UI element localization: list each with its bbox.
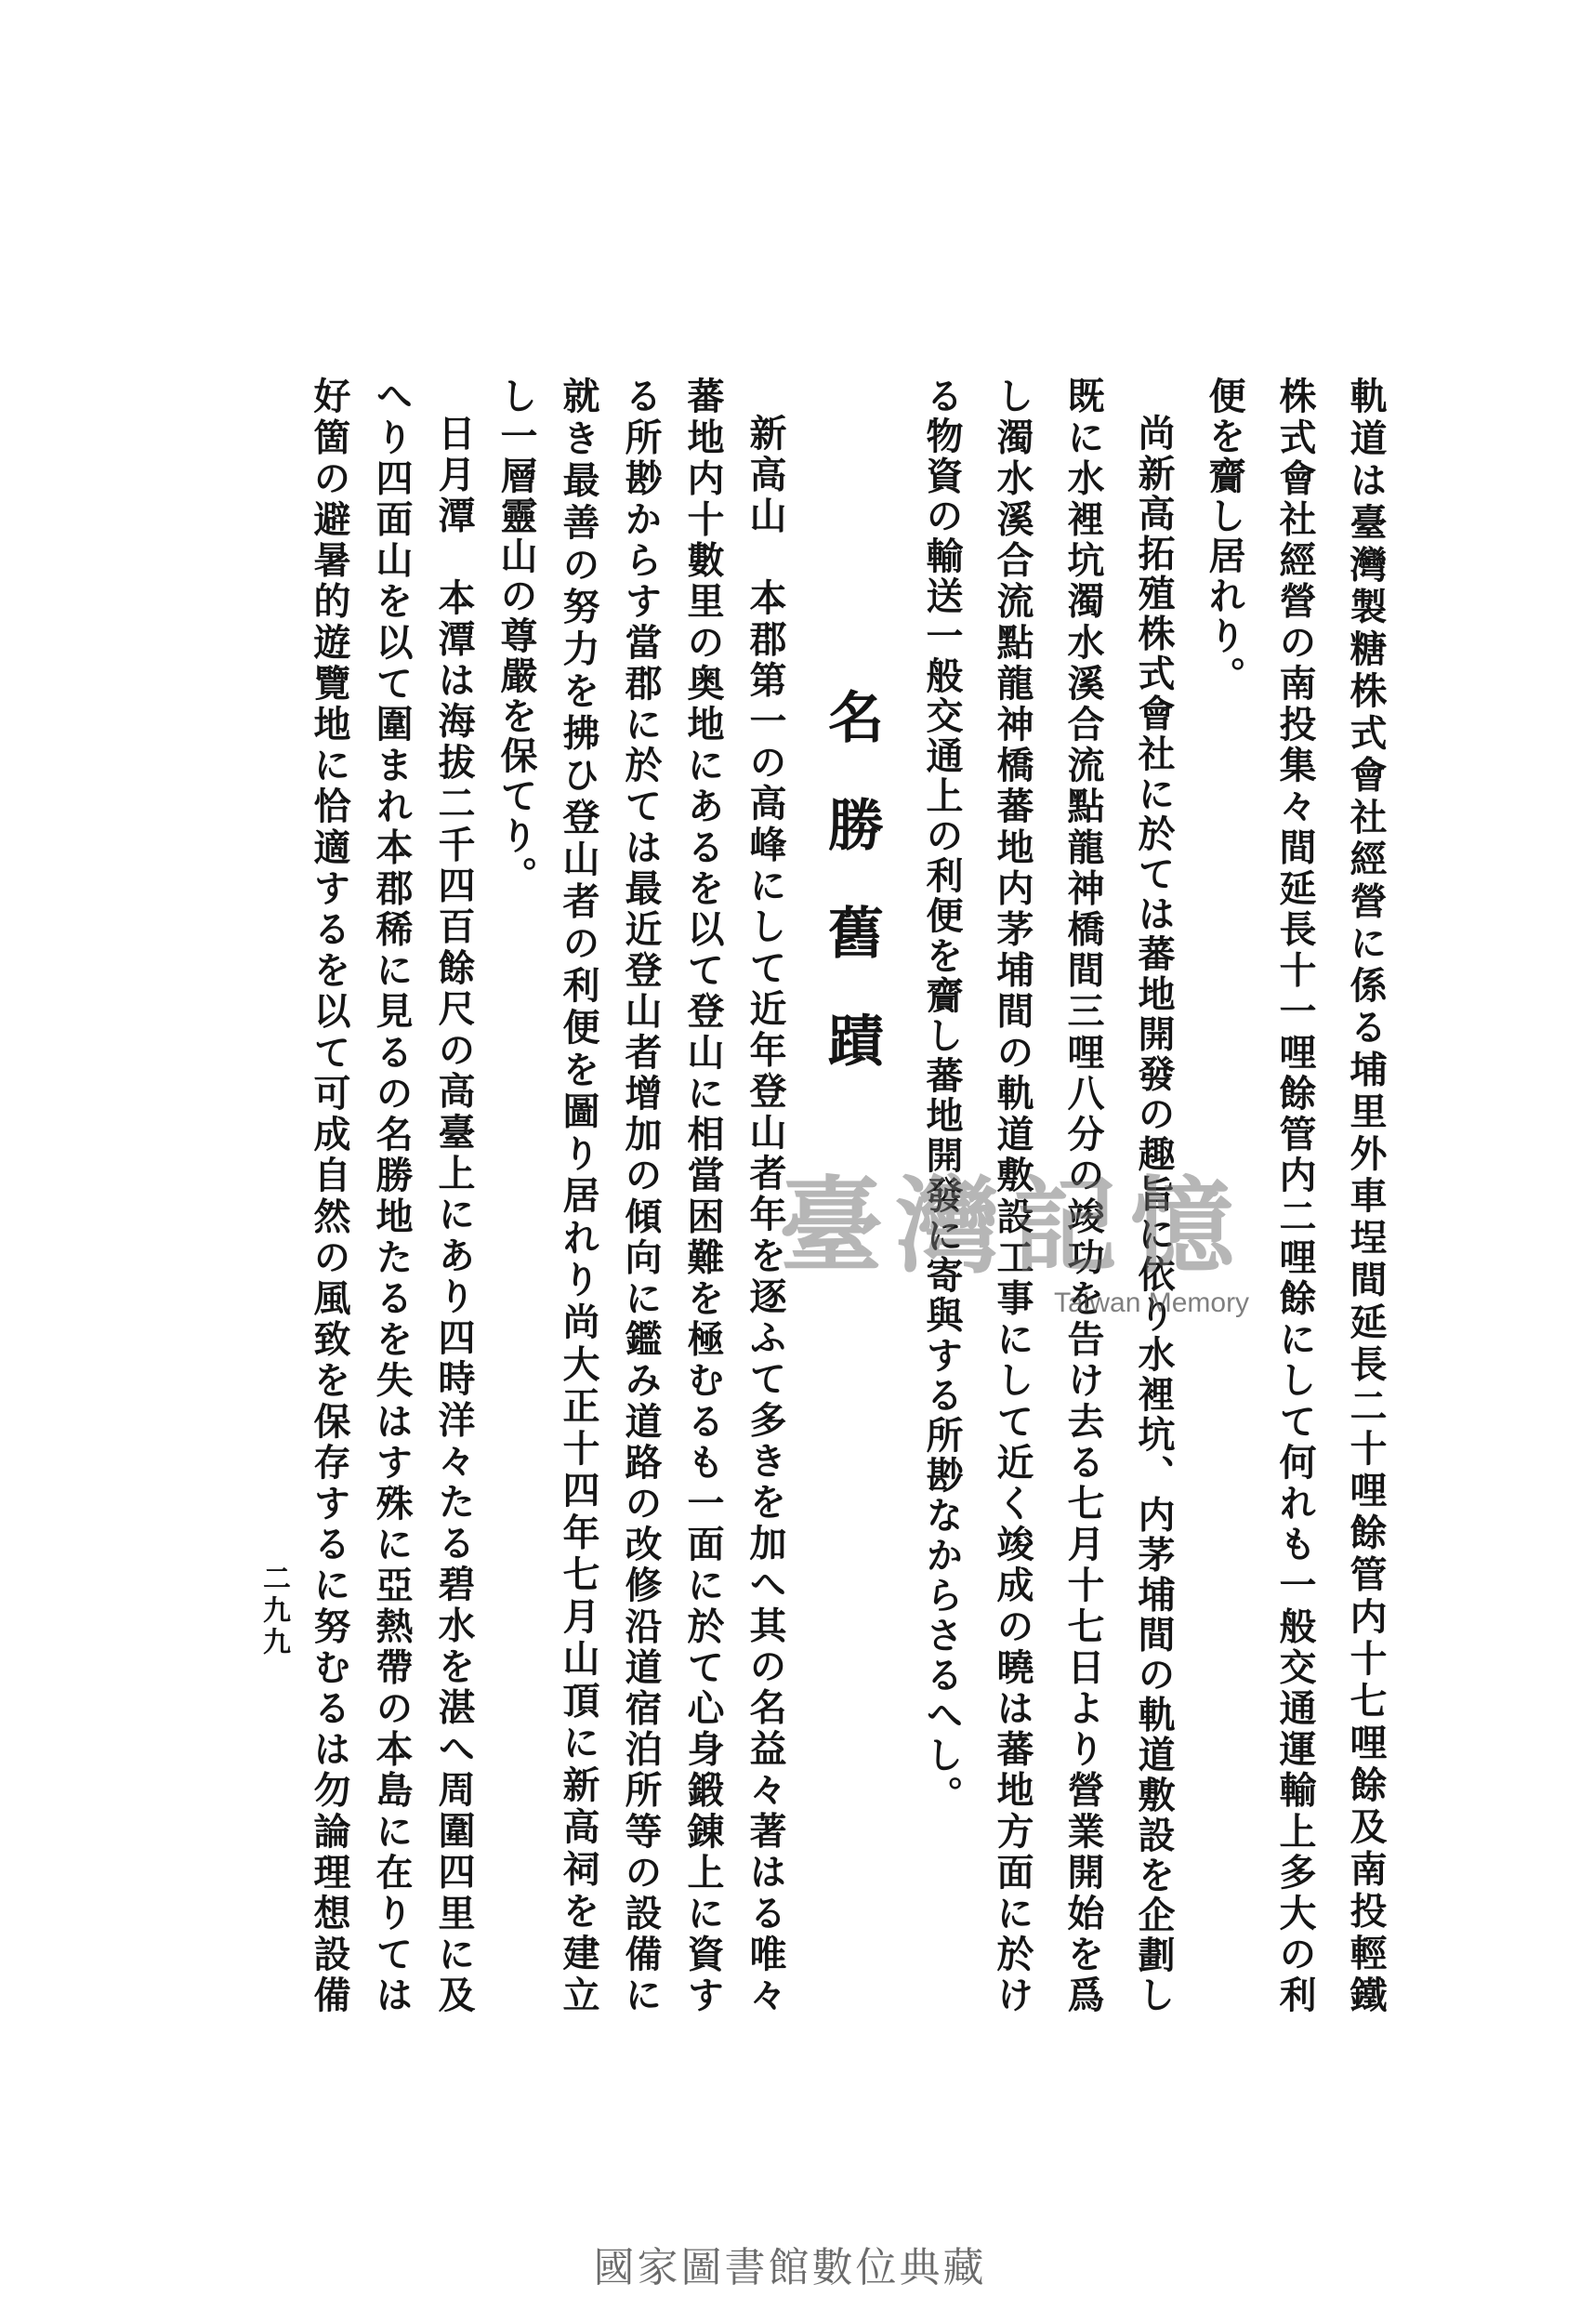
text-column: 蕃地内十數里の奥地にあるを以て登山に相當困難を極むるも一面に於て心身鍛錬上に資す	[681, 376, 725, 2013]
text-column: 日月潭 本潭は海拔二千四百餘尺の高臺上にあり四時洋々たる碧水を湛へ周圍四里に及	[432, 414, 476, 2013]
text-column: る物資の輸送一般交通上の利便を齎し蕃地開發に寄與する所尠なからさるへし。	[920, 376, 964, 1816]
text-column: し一層靈山の尊嚴を保てり。	[494, 376, 538, 896]
watermark-title: 臺灣記憶	[779, 1166, 1247, 1287]
text-column: 株式會社經營の南投集々間延長十一哩餘管内二哩餘にして何れも一般交通運輸上多大の利	[1273, 376, 1317, 2013]
watermark-subtitle: Taiwan Memory	[1054, 1287, 1250, 1318]
text-column: 好箇の避暑的遊覽地に恰適するを以て可成自然の風致を保存するに努むるは勿論理想設備	[308, 376, 351, 2013]
text-column: 新高山 本郡第一の高峰にして近年登山者年を逐ふて多きを加へ其の名益々著はる唯々	[744, 414, 787, 2013]
page-number: 二九九	[257, 1564, 290, 1658]
text-column: る所尠からす當郡に於ては最近登山者增加の傾向に鑑み道路の改修沿道宿泊所等の設備に	[619, 376, 663, 2013]
text-column: 便を齎し居れり。	[1203, 376, 1246, 696]
text-column: へり四面山を以て圍まれ本郡稀に見るの名勝地たるを失はす殊に亞熱帶の本島に在りては	[370, 376, 414, 2013]
text-column: 既に水裡坑濁水溪合流點龍神橋間三哩八分の竣功を告け去る七月十七日より營業開始を爲	[1061, 376, 1105, 2013]
collection-footer: 國家圖書館數位典藏	[593, 2244, 987, 2291]
text-column: し濁水溪合流點龍神橋蕃地内茅埔間の軌道敷設工事にして近く竣成の曉は蕃地方面に於け	[991, 376, 1034, 2013]
text-column: 尚新高拓殖株式會社に於ては蕃地開發の趣旨に依り水裡坑、内茅埔間の軌道敷設を企劃し	[1132, 414, 1176, 2013]
body-text	[298, 376, 1401, 2013]
text-column: 就き最善の努力を拂ひ登山者の利便を圖り居れり尚大正十四年七月山頂に新高祠を建立	[557, 376, 600, 2013]
text-column: 軌道は臺灣製糖株式會社經營に係る埔里外車埕間延長二十哩餘管内十七哩餘及南投輕鐵	[1344, 376, 1388, 2013]
section-heading: 名勝舊蹟	[819, 688, 884, 1119]
